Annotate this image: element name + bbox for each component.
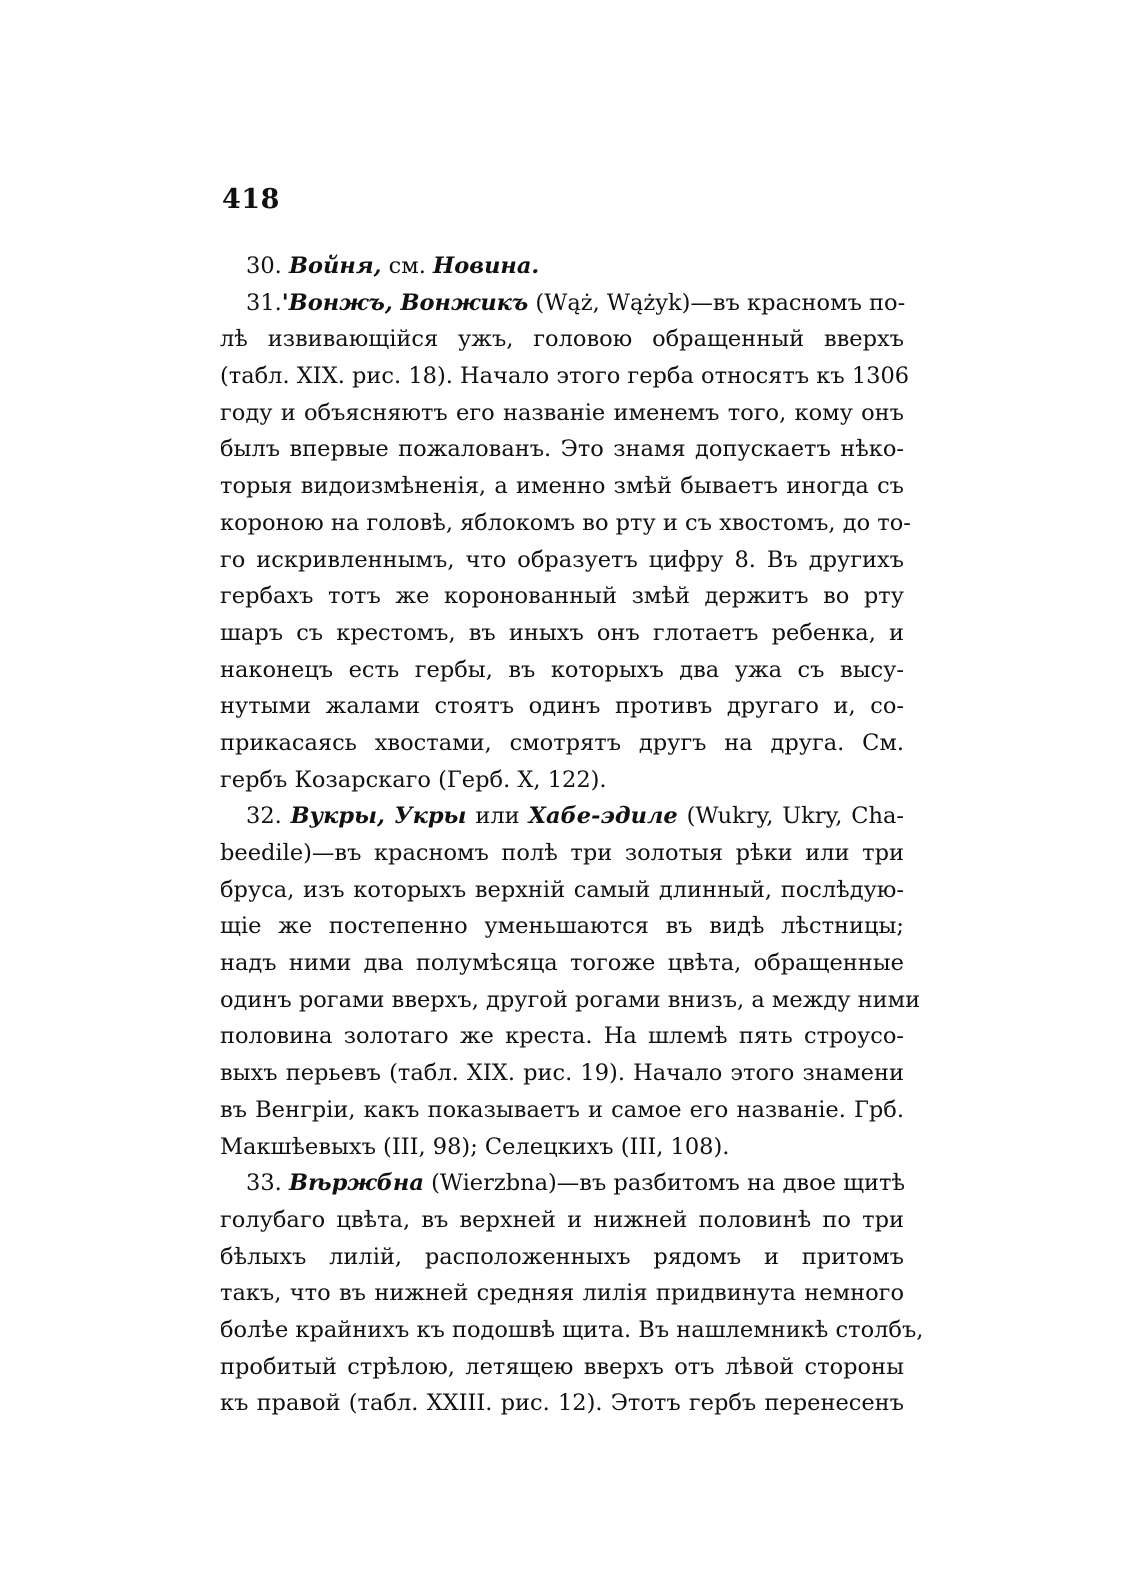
page-body-text <box>220 248 924 1422</box>
entry-32-line: одинъ рогами вверхъ, другой рогами внизъ, а между ними <box>220 986 921 1013</box>
entry-32-line: beedile)—въ красномъ полѣ три золотыя рѣки или три <box>220 840 904 866</box>
entry-33-line: пробитый стрѣлою, летящею вверхъ отъ лѣвой стороны <box>220 1353 904 1380</box>
entry-text: см. <box>381 253 434 279</box>
entry-title: Вукры, Укры <box>290 803 467 830</box>
entry-title: Войня, <box>288 253 382 279</box>
entry-number: 32. <box>246 803 291 830</box>
entry-text: (Wierzbna)—въ разбитомъ на двое щитѣ <box>423 1170 906 1197</box>
entry-31-line: гербъ Козарскаго (Герб. X, 122). <box>220 766 607 793</box>
page-number: 418 <box>222 184 280 215</box>
entry-33-line <box>220 1165 904 1202</box>
entry-31-line: прикасаясь хвостами, смотрятъ другъ на друга. См. <box>220 729 904 756</box>
entry-32-line: бруса, изъ которыхъ верхній самый длинный, послѣдую- <box>220 876 904 903</box>
entry-32-line: въ Венгріи, какъ показываетъ и самое его названіе. Грб. <box>220 1096 904 1123</box>
entry-text: или <box>466 803 529 830</box>
entry-31-line: году и объясняютъ его названіе именемъ того, кому онъ <box>220 399 904 426</box>
entry-31-line: лѣ извивающійся ужъ, головою обращенный вверхъ <box>220 326 904 353</box>
entry-33-line: голубаго цвѣта, въ верхней и нижней половинѣ по три <box>220 1206 904 1233</box>
entry-title-alt: Хабе-эдиле <box>528 803 678 830</box>
entry-31-line: короною на головѣ, яблокомъ во рту и съ хвостомъ, до то- <box>220 509 911 536</box>
entry-32-line: выхъ перьевъ (табл. XIX. рис. 19). Начало этого знамени <box>220 1060 904 1087</box>
entry-text: (Wukry, Ukry, Cha- <box>677 803 905 830</box>
entry-number: 30. <box>246 253 289 279</box>
entry-31-line: го искривленнымъ, что образуетъ цифру 8. Въ другихъ <box>220 546 904 573</box>
entry-crossref: Новина. <box>433 253 540 279</box>
entry-31-line: наконецъ есть гербы, въ которыхъ два ужа съ высу- <box>220 656 904 683</box>
entry-number: 31. <box>246 289 282 316</box>
entry-32-line <box>220 798 904 835</box>
entry-31-line: нутыми жалами стоятъ одинъ противъ другаго и, со- <box>220 693 904 720</box>
entry-32-line: Макшѣевыхъ (III, 98); Селецкихъ (III, 108). <box>220 1133 730 1160</box>
entry-31-line: торыя видоизмѣненія, а именно змѣй бываетъ иногда съ <box>220 473 904 500</box>
entry-31-line: былъ впервые пожалованъ. Это знамя допускаетъ нѣко- <box>220 436 904 463</box>
entry-31-line: (табл. XIX. рис. 18). Начало этого герба относятъ къ 1306 <box>220 363 910 390</box>
entry-number: 33. <box>246 1170 289 1197</box>
entry-text: (Wąż, Wążyk)—въ красномъ по- <box>528 289 906 316</box>
entry-32-line: половина золотаго же креста. На шлемѣ пять строусо- <box>220 1023 904 1050</box>
entry-title: 'Вонжъ, Вонжикъ <box>281 289 529 316</box>
entry-30-line <box>220 248 904 285</box>
entry-33-line: болѣе крайнихъ къ подошвѣ щита. Въ нашлемникѣ столбъ, <box>220 1316 924 1343</box>
entry-31-line <box>220 285 904 322</box>
entry-33-line: къ правой (табл. XXIII. рис. 12). Этотъ гербъ перенесенъ <box>220 1390 904 1417</box>
entry-title: Вѣржбна <box>288 1170 424 1197</box>
entry-32-line: надъ ними два полумѣсяца тогоже цвѣта, обращенные <box>220 950 904 977</box>
entry-33-line: бѣлыхъ лилій, расположенныхъ рядомъ и притомъ <box>220 1243 904 1270</box>
entry-32-line: щіе же постепенно уменьшаются въ видѣ лѣстницы; <box>220 913 904 940</box>
entry-31-line: гербахъ тотъ же коронованный змѣй держитъ во рту <box>220 583 904 610</box>
entry-31-line: шаръ съ крестомъ, въ иныхъ онъ глотаетъ ребенка, и <box>220 619 904 646</box>
entry-33-line: такъ, что въ нижней средняя лилія придвинута немного <box>220 1280 904 1307</box>
